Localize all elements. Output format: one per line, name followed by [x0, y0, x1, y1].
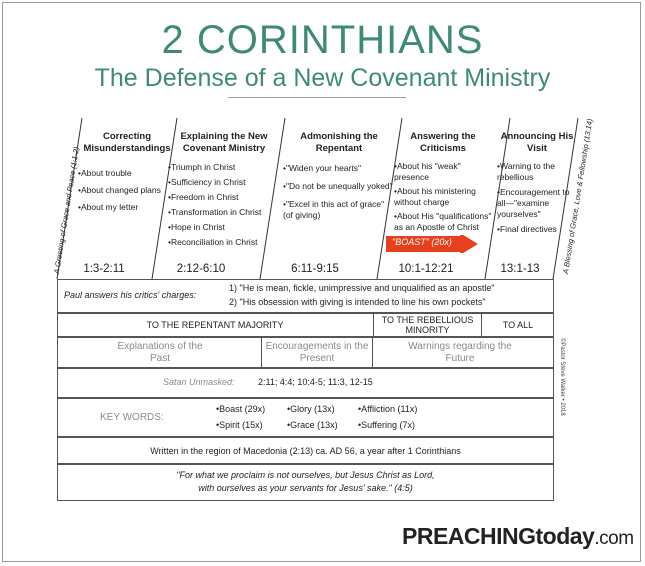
list-item: • Freedom in Christ: [168, 192, 280, 203]
keyword-grace: •Grace (13x): [287, 420, 338, 430]
greeting-label: A Greeting of Grace and Peace (1:1-2): [52, 146, 81, 275]
page-subtitle: The Defense of a New Covenant Ministry: [94, 64, 551, 92]
column-heading: Announcing His Visit: [500, 131, 574, 154]
keyword-affliction: •Affliction (11x): [358, 404, 418, 414]
section-future: Warnings regarding the Future: [408, 341, 512, 364]
audience-majority: TO THE REPENTANT MAJORITY: [146, 320, 284, 330]
list-item: • Triumph in Christ: [168, 162, 280, 173]
list-item: • "Widen your hearts": [283, 163, 395, 174]
list-item: • Sufficiency in Christ: [168, 177, 280, 188]
quote-line-1: "For what we proclaim is not ourselves, but Jesus Christ as Lord,: [176, 470, 435, 480]
list-item: • Hope in Christ: [168, 222, 280, 233]
preaching-today-logo[interactable]: PREACHINGtoday.com: [402, 523, 634, 549]
column-heading: Answering the Criticisms: [410, 131, 476, 154]
keywords-label: KEY WORDS:: [100, 412, 164, 423]
page-title: 2 CORINTHIANS: [161, 18, 484, 62]
list-item: • About changed plans: [78, 185, 176, 196]
satan-label: Satan Unmasked:: [163, 377, 235, 387]
column-2: [168, 131, 280, 252]
column-5: [497, 131, 577, 241]
list-item: • Encouragement to all—"examine yourselves": [497, 187, 577, 220]
column-heading: Correcting Misunderstandings: [83, 131, 171, 154]
keyword-suffering: •Suffering (7x): [358, 420, 416, 430]
ref-4: 10:1-12:21: [398, 263, 454, 275]
critics-intro: Paul answers his critics' charges:: [64, 290, 197, 300]
ref-1: 1:3-2:11: [83, 263, 125, 275]
list-item: • "Do not be unequally yoked": [283, 181, 395, 192]
list-item: • About my letter: [78, 202, 176, 213]
column-4: [394, 131, 492, 239]
keyword-glory: •Glory (13x): [287, 404, 335, 414]
list-item: • "Excel in this act of grace" (of giving): [283, 199, 395, 221]
audience-minority: TO THE REBELLIOUS MINORITY: [381, 315, 474, 335]
audience-all: TO ALL: [502, 320, 534, 330]
column-1: [78, 131, 176, 219]
quote-line-2: with ourselves as your servants for Jesus' sake." (4:5): [198, 483, 413, 493]
list-item: • About trouble: [78, 168, 176, 179]
keyword-boast: •Boast (29x): [216, 404, 266, 414]
boast-label: "BOAST" (20x): [392, 237, 452, 247]
list-item: • Final directives: [497, 224, 577, 235]
copyright: ©Pastor Steve Walker • 2018: [559, 338, 565, 416]
ref-3: 6:11-9:15: [291, 263, 339, 275]
list-item: • About His "qualifications" as an Apostle of Christ: [394, 211, 492, 233]
critics-charge-2: 2) "His obsession with giving is intended to line his own pockets": [229, 297, 486, 307]
list-item: • About his "weak" presence: [394, 161, 492, 183]
section-past: Explanations of the Past: [117, 341, 203, 364]
critics-charge-1: 1) "He is mean, fickle, unimpressive and unqualified as an apostle": [229, 283, 495, 293]
column-heading: Admonishing the Repentant: [300, 131, 378, 154]
blessing-label: A Blessing of Grace, Love & Fellowship (13:14): [561, 118, 595, 275]
section-present: Encouragements in the Present: [265, 341, 369, 364]
list-item: • Transformation in Christ: [168, 207, 280, 218]
ref-2: 2:12-6:10: [176, 263, 226, 275]
satan-refs: 2:11; 4:4; 10:4-5; 11:3, 12-15: [258, 377, 373, 387]
list-item: • Warning to the rebellious: [497, 161, 577, 183]
column-3: [283, 131, 395, 227]
written-text: Written in the region of Macedonia (2:13) ca. AD 56, a year after 1 Corinthians: [150, 446, 461, 456]
column-heading: Explaining the New Covenant Ministry: [180, 131, 268, 154]
list-item: • Reconciliation in Christ: [168, 237, 280, 248]
keyword-spirit: •Spirit (15x): [216, 420, 263, 430]
ref-5: 13:1-13: [500, 263, 540, 275]
list-item: • About his ministering without charge: [394, 186, 492, 208]
